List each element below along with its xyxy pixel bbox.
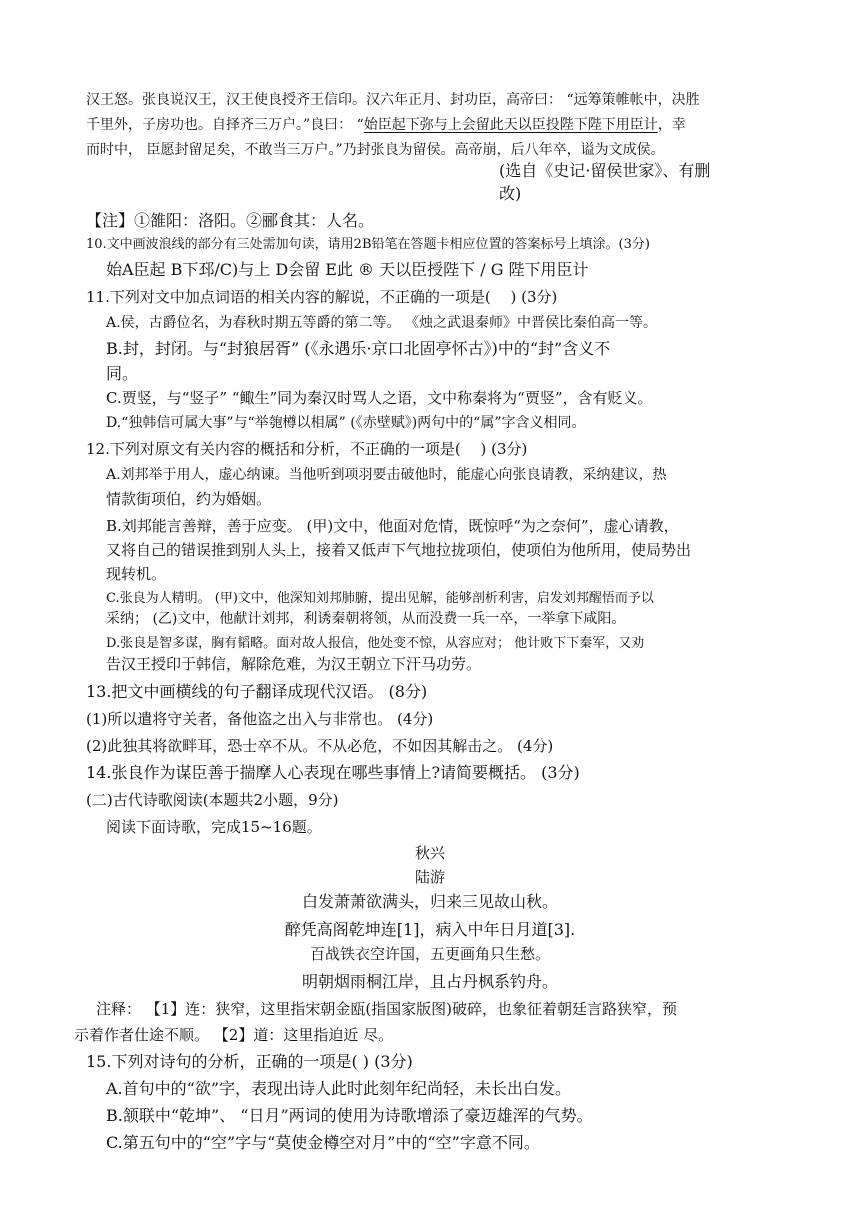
question-12-option-b-cont: 又将自己的错误推到别人头上，接着又低声下气地拉拢项伯，使项伯为他所用，使局势出 xyxy=(106,541,692,559)
passage-line-2-end: ，幸 xyxy=(657,117,686,133)
question-12: 12.下列对原文有关内容的概括和分析，不正确的一项是( ) (3分) xyxy=(86,440,528,458)
question-13-part-2: (2)此独其将欲畔耳，恐士卒不从。不从必危，不如因其解击之。 (4分) xyxy=(86,737,554,755)
poem-line: 白发萧萧欲满头，归来三见故山秋。 xyxy=(301,892,558,911)
poem-notes-cont: 示着作者仕途不顺。 【2】道：这里指迫近 尽。 xyxy=(74,1026,394,1044)
question-10: 10.文中画波浪线的部分有三处需加句读，请用2B铅笔在答题卡相应位置的答案标号上填涂。(3分) xyxy=(86,237,650,252)
question-11-option-a: A.侯，古爵位名，为春秋时期五等爵的第二等。 《烛之武退秦师》中晋侯比秦伯高一等。 xyxy=(106,315,658,331)
source-citation-cont: 改) xyxy=(499,184,522,203)
poem-line: 明朝烟雨桐江岸，且占丹枫系钓舟。 xyxy=(301,972,558,991)
question-13: 13.把文中画横线的句子翻译成现代汉语。 (8分) xyxy=(86,682,428,701)
underlined-sentence: 始臣起下弥与上会留此天以臣投陛下陛下用臣计 xyxy=(363,117,658,133)
poem-author: 陆游 xyxy=(414,868,445,886)
question-12-option-b: B.刘邦能言善辩，善于应变。 (甲)文中，他面对危情，既惊呼“为之奈何”，虚心请教， xyxy=(106,517,679,535)
question-12-option-d-cont: 告汉王授印于韩信，解除危难，为汉王朝立下汗马功劳。 xyxy=(106,655,482,673)
passage-line-2-start: 千里外，子房功也。自择齐三万户。”良曰： “ xyxy=(86,117,364,133)
question-12-option-b-cont2: 现转机。 xyxy=(106,565,167,583)
question-12-option-c-cont: 采纳； (乙)文中，他献计刘邦，利诱秦朝将领，从而没费一兵一卒，一举拿下咸阳。 xyxy=(106,611,626,627)
question-11-option-b-cont: 同。 xyxy=(106,364,139,383)
poem-title: 秋兴 xyxy=(414,844,445,862)
passage-line-1: 汉王怒。张良说汉王，汉王使良授齐王信印。汉六年正月、封功臣，高帝曰： “远筹策帷帐中，决胜 xyxy=(86,92,700,108)
question-12-option-a: A.刘邦举于用人，虚心纳谏。当他听到项羽要击破他时，能虚心向张良请教，采纳建议，热 xyxy=(106,467,667,483)
question-11: 11.下列对文中加点词语的相关内容的解说，不正确的一项是( ) (3分) xyxy=(86,288,558,306)
poem-line: 醉凭高阁乾坤连[1]，病入中年日月道[3]. xyxy=(284,920,576,939)
question-12-option-a-cont: 情款街项伯，约为婚姻。 xyxy=(106,490,272,508)
question-11-option-b: B.封，封闭。与“封狼居胥” (《永遇乐·京口北固亭怀古》)中的“封”含义不 xyxy=(106,339,611,358)
question-11-option-d: D.“独韩信可属大事”与“举匏樽以相属” (《赤壁赋》)两句中的“属”字含义相同。 xyxy=(106,415,586,431)
question-15-option-a: A.首句中的“欲”字，表现出诗人此时此刻年纪尚轻，未长出白发。 xyxy=(106,1079,572,1098)
passage-line-3: 而时中， 臣愿封留足矣，不敢当三万户。”乃封张良为留侯。高帝崩，后八年卒，谥为文成侯。 xyxy=(86,142,665,158)
question-15: 15.下列对诗句的分析，正确的一项是( ) (3分) xyxy=(86,1052,413,1071)
passage-line-2 xyxy=(86,118,686,132)
poem-notes: 注释： 【1】连：狭窄，这里指宋朝金瓯(指国家版图)破碎，也象征着朝廷言路狭窄，预 xyxy=(96,1000,678,1018)
question-15-option-b: B.颔联中“乾坤”、 “日月”两词的使用为诗歌增添了豪迈雄浑的气势。 xyxy=(106,1106,593,1125)
question-11-option-c: C.贾竖，与“竖子” “鲰生”同为秦汉时骂人之语，文中称秦将为“贾竖”，含有贬义。 xyxy=(106,389,653,407)
section-heading: (二)古代诗歌阅读(本题共2小题，9分) xyxy=(86,791,339,809)
question-14: 14.张良作为谋臣善于揣摩人心表现在哪些事情上?请简要概括。 (3分) xyxy=(86,763,580,782)
question-12-option-d: D.张良是智多谋，胸有韬略。面对故人报信，他处变不惊，从容应对； 他计败下下秦军，又劝 xyxy=(106,636,645,651)
question-10-options: 始A臣起 B下邳/C)与上 D会留 E此 ® 天以臣授陛下 / G 陛下用臣计 xyxy=(106,260,589,279)
reading-instruction: 阅读下面诗歌，完成15~16题。 xyxy=(106,818,322,836)
question-12-option-c: C.张良为人精明。 (甲)文中，他深知刘邦肺腑，提出见解，能够剖析利害，启发刘邦醒悟而予以 xyxy=(106,591,654,606)
annotation-note: 【注】①雒阳：洛阳。②郦食其：人名。 xyxy=(86,211,375,230)
question-15-option-c: C.第五句中的“空”字与“莫使金樽空对月”中的“空”字意不同。 xyxy=(106,1133,540,1152)
question-13-part-1: (1)所以遣将守关者，备他盗之出入与非常也。 (4分) xyxy=(86,710,434,728)
source-citation: (选自《史记·留侯世家》、有删 xyxy=(499,161,711,180)
poem-line: 百战铁衣空许国，五更画角只生愁。 xyxy=(309,945,550,963)
